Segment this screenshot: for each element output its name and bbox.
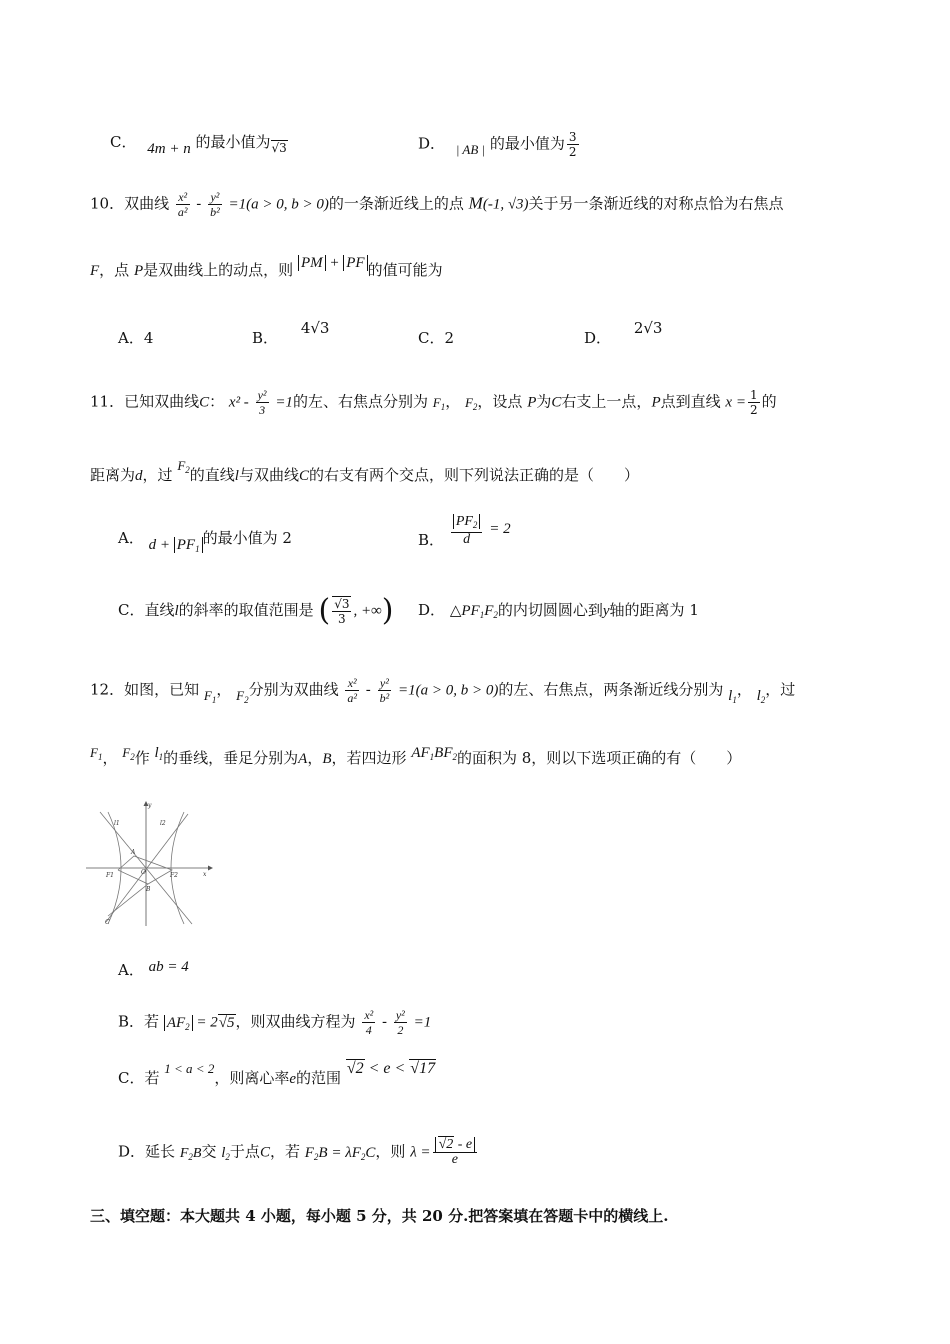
- label-x: x: [203, 871, 207, 878]
- math: | AB |: [455, 141, 486, 157]
- q12-stem-line2: $F_1$， $F_2$作 $l_1$的垂线，垂足分别为A，B，若四边形 $AF_1BF_2$的面积为 8，则以下选项正确的有（ ）: [90, 745, 742, 767]
- q9-option-d: D． | AB | 的最小值为 $\frac{3}{2}$: [418, 130, 577, 159]
- q11-option-d: D． $\triangle PF_1F_2$的内切圆圆心到y轴的距离为 1: [418, 601, 699, 620]
- q12-stem-line1: 12．如图，已知 $F_1$， $F_2$分别为双曲线 $\frac{\text{x²}}{\text{a²}}$ - $\frac{\text{y²}}{\text{b²}}$ =1(a > 0, b > 0)的左、右焦点，两条渐近线分别为 $l_1$， $l_2$，过: [90, 676, 796, 705]
- label-b: B: [146, 886, 151, 893]
- math: 4m + n: [147, 141, 191, 157]
- label-o: O: [141, 869, 146, 876]
- label-c: C: [105, 919, 110, 926]
- x-axis-arrow: [208, 866, 213, 871]
- q12-option-b: B．若 $AF_2 = 2√5$，则双曲线方程为 $\frac{\text{x²}}{4}$ - $\frac{\text{y²}}{2}$ =1: [118, 1008, 432, 1037]
- q12-option-d: D．延长 $F_2B$交 $l_2$于点C，若 $F_2B = \lambda F_2C$，则 λ = $\frac{√2 - e}{e}$: [118, 1138, 479, 1167]
- q10-option-b: B． 4√3: [252, 319, 330, 347]
- q12-option-c: C．若 1 < a < 2，则离心率e的范围 √2 < e < √17: [118, 1060, 436, 1087]
- label-l2: l2: [160, 820, 166, 827]
- label-l1: l1: [114, 820, 120, 827]
- label-a: A: [131, 849, 136, 856]
- label-f1: F1: [106, 872, 114, 879]
- label-f2: F2: [170, 872, 178, 879]
- q11-option-a: A． $d + PF_1$的最小值为 2: [118, 529, 292, 554]
- q12-option-a: A． ab = 4: [118, 959, 189, 979]
- q10-option-a: A．4: [118, 329, 154, 347]
- label-y: y: [148, 802, 152, 809]
- q11-stem-line2: 距离为d，过 $F_2$的直线l与双曲线C的右支有两个交点，则下列说法正确的是（ ）: [90, 458, 639, 484]
- q10-stem-line2: F，点 P是双曲线上的动点，则 PM + PF 的值可能为: [90, 255, 443, 279]
- q9-option-c: C． 4m + n 的最小值为$_{√3}$: [110, 133, 287, 157]
- q11-option-c: C．直线l的斜率的取值范围是 ( $\frac{√3}{3}$ , +∞): [118, 593, 394, 628]
- q11-option-b: B． $\frac{PF_2}{d}$ = 2: [418, 514, 511, 549]
- extension-F2B: [108, 884, 148, 916]
- q11-stem-line1: 11．已知双曲线C： x² - $\frac{\text{y²}}{3}$ =1的左、右焦点分别为 $F_1$， $F_2$，设点 P为C右支上一点，P点到直线 x = $\frac{1}{2}$ 的: [90, 388, 777, 417]
- section-3-heading: 三、填空题：本大题共 4 小题，每小题 5 分，共 20 分.把答案填在答题卡中的横线上.: [90, 1207, 669, 1225]
- hyperbola-figure: [84, 798, 214, 930]
- math: √3: [271, 141, 287, 155]
- q10-stem-line1: 10．双曲线 $\frac{\text{x²}}{\text{a²}}$ - $\frac{\text{y²}}{\text{b²}}$ =1(a > 0, b > 0)的一条渐近线上的点 M(-1, √3)关于另一条渐近线的对称点恰为右焦点: [90, 190, 784, 219]
- q10-option-c: C．2: [418, 329, 455, 347]
- q10-option-d: D． 2√3: [584, 319, 663, 347]
- math-fraction: $\frac{3}{2}$: [568, 130, 577, 159]
